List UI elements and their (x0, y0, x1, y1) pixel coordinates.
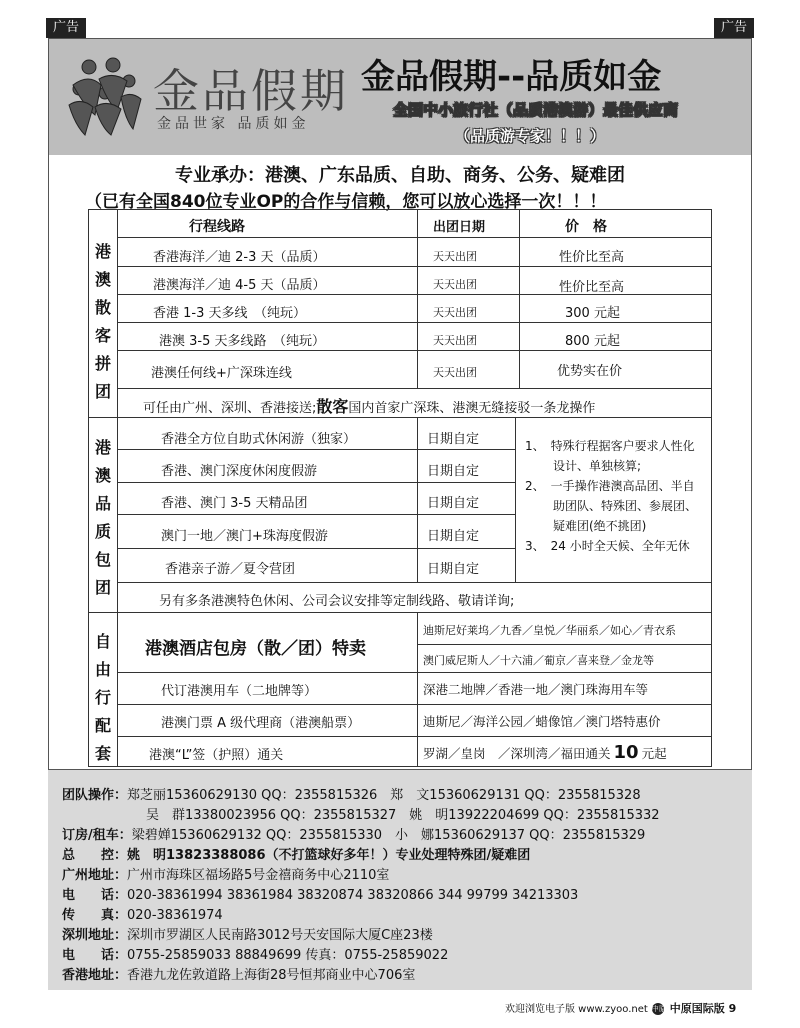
brand-header (49, 39, 751, 155)
booking-row: 订房/租车：梁碧婵15360629132 QQ：2355815330 小 娜15360629137 QQ：2355815329 (62, 828, 646, 843)
sz-address-row: 深圳地址：深圳市罗湖区人民南路3012号天安国际大厦C座23楼 (62, 928, 433, 943)
service-right: 迪斯尼／海洋公园／蜡像馆／澳门塔特惠价 (423, 714, 661, 729)
control-row: 总 控：姚 明13823388086（不打篮球好多年！）专业处理特殊团/疑难团 (62, 848, 531, 863)
price-cell: 300 元起 (565, 306, 620, 321)
date-cell: 天天出团 (433, 306, 477, 319)
date-cell: 天天出团 (433, 366, 477, 379)
publisher-seal-icon: 中原 (651, 1005, 666, 1013)
route-table (88, 209, 712, 767)
route-cell: 港澳海洋／迪 4-5 天（品质） (153, 278, 326, 293)
logo-name: 金品假期 (153, 64, 349, 118)
team-row-1: 团队操作：郑芝丽15360629130 QQ：2355815326 郑 文15360629131 QQ：2355815328 (62, 788, 641, 803)
gz-fax-row: 传 真：020-38361974 (62, 908, 223, 923)
route-cell: 香港全方位自助式休闲游（独家） (161, 432, 357, 447)
premium-footer: 另有多条港澳特色休闲、公司会议安排等定制线路、敬请详询; (159, 594, 515, 609)
date-cell: 日期自定 (427, 432, 480, 447)
gz-phone-row: 电 话：020-38361994 38361984 38320874 38320866 344 99799 34213303 (62, 888, 579, 903)
service-right: 深港二地牌／香港一地／澳门珠海用车等 (423, 682, 649, 697)
route-cell: 香港 1-3 天多线 （纯玩） (153, 306, 306, 321)
route-cell: 香港、澳门深度休闲度假游 (161, 464, 318, 479)
ad-label-left: 广告 (46, 18, 86, 38)
intro-trust: （已有全国840位专业OP的合作与信赖，您可以放心选择一次！！！ (85, 192, 607, 212)
date-cell: 日期自定 (427, 562, 480, 577)
date-cell: 日期自定 (427, 529, 480, 544)
gz-address-row: 广州地址：广州市海珠区福场路5号金禧商务中心2110室 (62, 868, 390, 883)
route-cell: 澳门一地／澳门+珠海度假游 (161, 529, 328, 544)
date-cell: 天天出团 (433, 278, 477, 291)
subtitle-supplier: 全国中小旅行社（品质港澳游）最佳供应商 (393, 101, 679, 119)
team-row-2: 吴 群13380023956 QQ：2355815327 姚 明13922204699 QQ：2355815332 (146, 808, 660, 823)
service-left: 港澳“L”签（护照）通关 (149, 748, 284, 763)
header-route: 行程线路 (189, 219, 245, 235)
price-cell: 性价比至高 (559, 280, 625, 295)
hotel-right-2: 澳门威尼斯人／十六浦／葡京／喜来登／金龙等 (423, 654, 654, 667)
ebook-link[interactable]: 欢迎浏览电子版 www.zyoo.net (505, 1004, 648, 1015)
people-logo-icon (65, 55, 145, 137)
price-cell: 优势实在价 (557, 364, 623, 379)
date-cell: 天天出团 (433, 334, 477, 347)
category-free-travel: 自 由 行 配 套 (94, 632, 111, 763)
hk-address-row: 香港地址：香港九龙佐敦道路上海街28号恒邦商业中心706室 (62, 968, 416, 983)
route-cell: 港澳任何线+广深珠连线 (151, 366, 292, 381)
logo-slogan: 金品世家 品质如金 (157, 116, 310, 132)
subtitle-expert: （品质游专家！！！） (455, 127, 606, 145)
premium-notes: 1、 特殊行程据客户要求人性化设计、单独核算; 2、 一手操作港澳高品团、半自助团队、特殊团、参展团、疑难团(绝不挑团) 3、 24 小时全天候、全年无休 (525, 439, 698, 553)
header-price: 价 格 (565, 219, 607, 235)
service-left: 代订港澳用车（二地牌等） (161, 684, 318, 699)
route-cell: 香港、澳门 3-5 天精品团 (161, 496, 308, 511)
header-date: 出团日期 (433, 220, 486, 235)
category-group-tour: 港 澳 散 客 拼 团 (94, 242, 111, 401)
sz-phone-row: 电 话：0755-25859033 88849699 传真：0755-25859022 (62, 948, 449, 963)
date-cell: 天天出团 (433, 250, 477, 263)
group-tour-footer: 可任由广州、深圳、香港接送;散客国内首家广深珠、港澳无缝接驳一条龙操作 (143, 397, 596, 416)
contact-panel (48, 770, 752, 990)
route-cell: 香港海洋／迪 2-3 天（品质） (153, 250, 326, 265)
price-cell: 800 元起 (565, 334, 620, 349)
price-cell: 性价比至高 (559, 250, 625, 265)
hotel-title: 港澳酒店包房（散／团）特卖 (145, 639, 366, 659)
intro-services: 专业承办：港澳、广东品质、自助、商务、公务、疑难团 (175, 165, 625, 186)
category-premium-group: 港 澳 品 质 包 团 (94, 438, 111, 597)
edition-page: 中原国际版 9 (669, 1002, 737, 1015)
service-left: 港澳门票 A 级代理商（港澳船票） (161, 716, 361, 731)
date-cell: 日期自定 (427, 464, 480, 479)
route-cell: 港澳 3-5 天多线路 （纯玩） (159, 334, 325, 349)
hotel-right-1: 迪斯尼好莱坞／九香／皇悦／华丽系／如心／青衣系 (423, 624, 676, 637)
service-right: 罗湖／皇岗 ／深圳湾／福田通关 10 元起 (423, 742, 667, 763)
page-footer (505, 1000, 736, 1016)
ad-label-right: 广告 (714, 18, 754, 38)
main-title: 金品假期--品质如金 (361, 57, 662, 97)
route-cell: 香港亲子游／夏令营团 (165, 562, 296, 577)
date-cell: 日期自定 (427, 496, 480, 511)
